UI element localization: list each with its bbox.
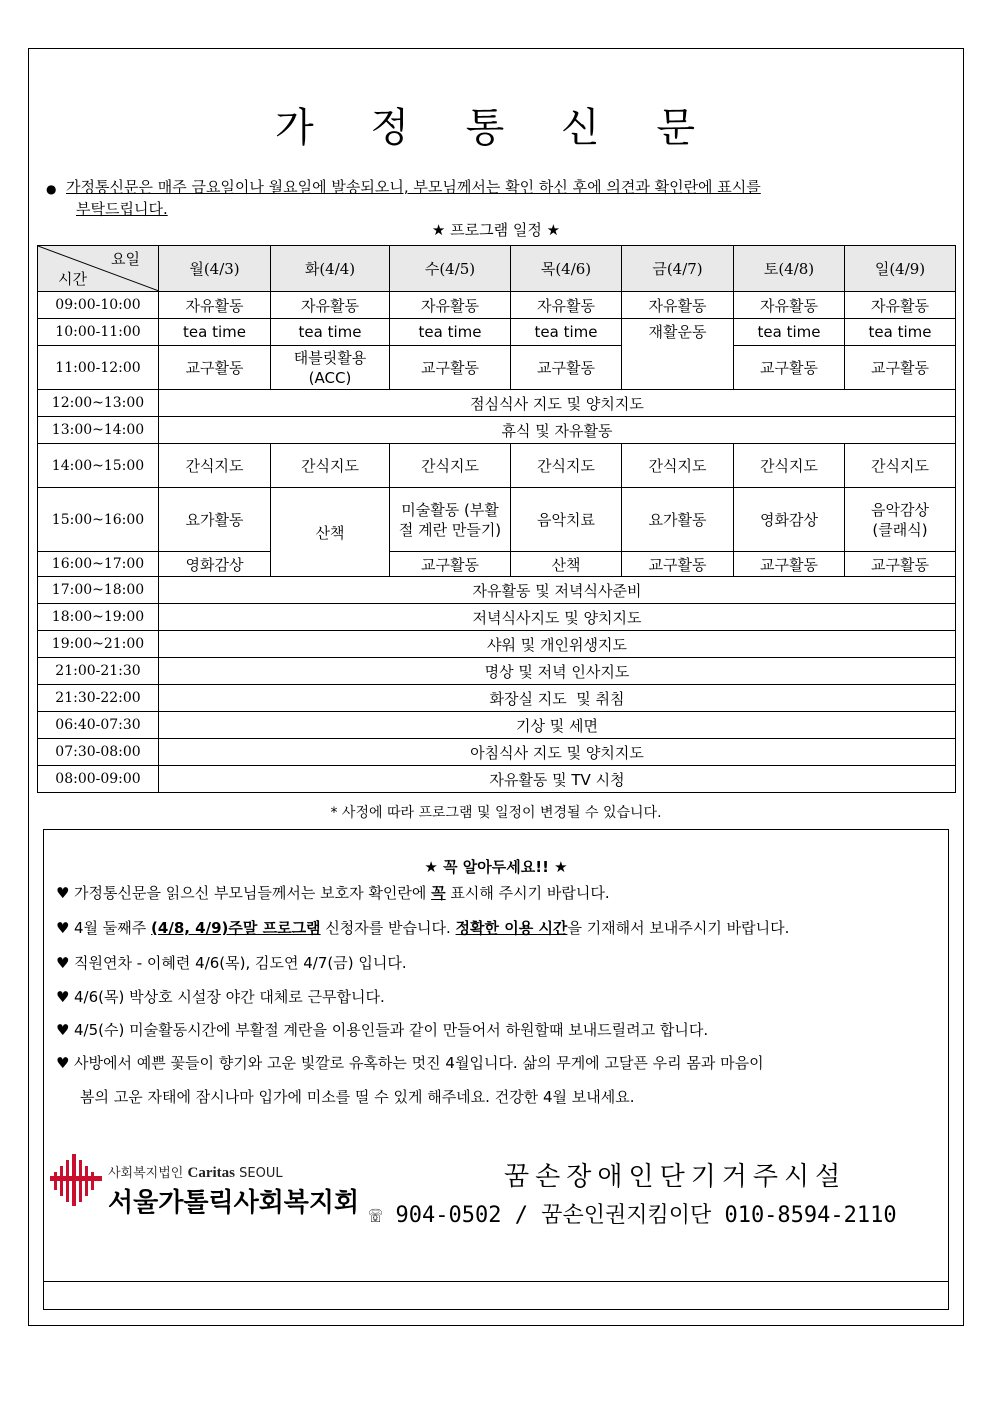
span-activity-cell: 샤워 및 개인위생지도	[159, 631, 956, 658]
table-row	[38, 346, 956, 390]
activity-cell: 간식지도	[511, 444, 622, 488]
table-row	[38, 444, 956, 488]
time-cell: 10:00-11:00	[38, 319, 159, 346]
activity-cell: 산책	[511, 552, 622, 577]
notes-title: ★ 꼭 알아두세요!! ★	[424, 858, 568, 876]
schedule-table	[37, 245, 956, 793]
span-activity-cell: 점심식사 지도 및 양치지도	[159, 390, 956, 417]
corner-time-label: 시간	[58, 270, 87, 288]
activity-cell: 교구활동	[622, 552, 734, 577]
span-activity-cell: 아침식사 지도 및 양치지도	[159, 739, 956, 766]
note-item	[56, 1019, 708, 1040]
day-header: 화(4/4)	[271, 246, 390, 292]
time-cell: 18:00~19:00	[38, 604, 159, 631]
table-row	[38, 712, 956, 739]
heart-icon: ♥	[56, 1054, 70, 1072]
note-emphasis: 정확한 이용 시간	[455, 919, 568, 937]
table-row	[38, 319, 956, 346]
table-row	[38, 577, 956, 604]
table-row	[38, 292, 956, 319]
activity-cell: 영화감상	[734, 488, 845, 552]
note-text: 4/5(수) 미술활동시간에 부활절 계란을 이용인들과 같이 만들어서 하원할때 보내드릴려고 합니다.	[74, 1021, 709, 1039]
note-text: 직원연차 - 이혜련 4/6(목), 김도연 4/7(금) 입니다.	[74, 954, 407, 972]
time-cell: 19:00~21:00	[38, 631, 159, 658]
corner-day-label: 요일	[111, 250, 140, 268]
time-cell: 17:00~18:00	[38, 577, 159, 604]
schedule-change-note: * 사정에 따라 프로그램 및 일정이 변경될 수 있습니다.	[330, 805, 662, 821]
table-row	[38, 766, 956, 793]
time-cell: 09:00-10:00	[38, 292, 159, 319]
heart-icon: ♥	[56, 954, 70, 972]
notice-line1: 가정통신문은 매주 금요일이나 월요일에 발송되오니, 부모님께서는 확인 하신 후에 의견과 확인란에 표시를	[66, 178, 761, 196]
table-row	[38, 417, 956, 444]
org-name: 서울가톨릭사회복지회	[108, 1188, 360, 1218]
activity-cell: 교구활동	[390, 552, 511, 577]
table-row	[38, 488, 956, 552]
activity-cell: 교구활동	[734, 346, 845, 390]
notes-box	[43, 829, 949, 1310]
activity-cell: 교구활동	[390, 346, 511, 390]
time-cell: 21:00-21:30	[38, 658, 159, 685]
contact-info: ☏ 904-0502 / 꿈손인권지킴이단 010-8594-2110	[369, 1203, 897, 1228]
time-cell: 11:00-12:00	[38, 346, 159, 390]
activity-cell: 영화감상	[159, 552, 271, 577]
span-activity-cell: 화장실 지도 및 취침	[159, 685, 956, 712]
activity-cell: 요가활동	[159, 488, 271, 552]
day-header: 월(4/3)	[159, 246, 271, 292]
activity-cell: 교구활동	[159, 346, 271, 390]
activity-cell: 자유활동	[622, 292, 734, 319]
note-text: 표시해 주시기 바랍니다.	[445, 884, 610, 902]
caritas-cross-icon	[50, 1152, 102, 1208]
activity-cell: 자유활동	[511, 292, 622, 319]
note-text: 을 기재해서 보내주시기 바랍니다.	[567, 919, 790, 937]
activity-cell: 간식지도	[271, 444, 390, 488]
activity-cell: 자유활동	[845, 292, 956, 319]
note-emphasis: 꼭	[431, 884, 446, 902]
activity-cell: 간식지도	[845, 444, 956, 488]
day-header: 일(4/9)	[845, 246, 956, 292]
activity-cell: 교구활동	[734, 552, 845, 577]
activity-cell: 교구활동	[511, 346, 622, 390]
page-title: 가 정 통 신 문	[274, 105, 718, 151]
activity-cell: 자유활동	[159, 292, 271, 319]
time-cell: 15:00~16:00	[38, 488, 159, 552]
activity-cell: 간식지도	[159, 444, 271, 488]
table-row	[38, 685, 956, 712]
activity-cell: tea time	[511, 319, 622, 346]
span-activity-cell: 휴식 및 자유활동	[159, 417, 956, 444]
activity-cell: tea time	[845, 319, 956, 346]
table-row	[38, 631, 956, 658]
activity-cell: 음악치료	[511, 488, 622, 552]
table-row	[38, 390, 956, 417]
activity-cell: tea time	[271, 319, 390, 346]
notice-line2: 부탁드립니다.	[76, 200, 168, 218]
day-header: 토(4/8)	[734, 246, 845, 292]
activity-cell: 간식지도	[734, 444, 845, 488]
schedule-title: ★ 프로그램 일정 ★	[431, 221, 561, 239]
table-header-row	[38, 246, 956, 292]
table-row	[38, 604, 956, 631]
activity-cell: 자유활동	[390, 292, 511, 319]
span-activity-cell: 기상 및 세면	[159, 712, 956, 739]
note-text: 가정통신문을 읽으신 부모님들께서는 보호자 확인란에	[74, 884, 432, 902]
heart-icon: ♥	[56, 919, 70, 937]
time-cell: 13:00~14:00	[38, 417, 159, 444]
table-row	[38, 739, 956, 766]
activity-cell: tea time	[734, 319, 845, 346]
day-header: 금(4/7)	[622, 246, 734, 292]
activity-cell: 산책	[271, 488, 390, 577]
heart-icon: ♥	[56, 1021, 70, 1039]
caritas-logo	[50, 1152, 370, 1232]
note-item-continued: 봄의 고운 자태에 잠시나마 입가에 미소를 띨 수 있게 해주네요. 건강한 4월 보내세요.	[80, 1088, 635, 1106]
table-row	[38, 658, 956, 685]
divider	[44, 1281, 948, 1282]
heart-icon: ♥	[56, 884, 70, 902]
activity-cell: 자유활동	[271, 292, 390, 319]
table-row	[38, 552, 956, 577]
org-subtitle: 사회복지법인 Caritas SEOUL	[108, 1165, 283, 1181]
activity-cell: 요가활동	[622, 488, 734, 552]
activity-cell: 음악감상 (클래식)	[845, 488, 956, 552]
activity-cell: 교구활동	[845, 346, 956, 390]
activity-cell: 태블릿활용 (ACC)	[271, 346, 390, 390]
time-cell: 14:00~15:00	[38, 444, 159, 488]
activity-cell: 미술활동 (부활절 계란 만들기)	[390, 488, 511, 552]
time-cell: 07:30-08:00	[38, 739, 159, 766]
time-cell: 21:30-22:00	[38, 685, 159, 712]
activity-cell: 교구활동	[845, 552, 956, 577]
heart-icon: ♥	[56, 988, 70, 1006]
note-item	[56, 917, 789, 938]
note-text: 사방에서 예쁜 꽃들이 향기와 고운 빛깔로 유혹하는 멋진 4월입니다. 삶의 무게에 고달픈 우리 몸과 마음이	[74, 1054, 764, 1072]
day-header: 수(4/5)	[390, 246, 511, 292]
note-emphasis: (4/8, 4/9)주말 프로그램	[151, 919, 321, 937]
facility-name: 꿈손장애인단기거주시설	[504, 1162, 847, 1192]
time-cell: 08:00-09:00	[38, 766, 159, 793]
corner-cell	[38, 246, 159, 292]
day-header: 목(4/6)	[511, 246, 622, 292]
time-cell: 12:00~13:00	[38, 390, 159, 417]
note-item	[56, 1052, 764, 1073]
activity-cell: 자유활동	[734, 292, 845, 319]
note-text: 신청자를 받습니다.	[320, 919, 456, 937]
note-item	[56, 952, 407, 973]
note-text: 4/6(목) 박상호 시설장 야간 대체로 근무합니다.	[74, 988, 385, 1006]
span-activity-cell: 저녁식사지도 및 양치지도	[159, 604, 956, 631]
activity-cell: tea time	[390, 319, 511, 346]
activity-cell: 간식지도	[390, 444, 511, 488]
note-text: 4월 둘째주	[74, 919, 152, 937]
span-activity-cell: 명상 및 저녁 인사지도	[159, 658, 956, 685]
time-cell: 06:40-07:30	[38, 712, 159, 739]
notice	[46, 176, 926, 220]
note-item	[56, 986, 385, 1007]
time-cell: 16:00~17:00	[38, 552, 159, 577]
activity-cell: tea time	[159, 319, 271, 346]
bullet-icon: ●	[46, 182, 57, 196]
activity-cell: 재활운동	[622, 319, 734, 390]
note-item	[56, 882, 610, 903]
activity-cell: 간식지도	[622, 444, 734, 488]
span-activity-cell: 자유활동 및 저녁식사준비	[159, 577, 956, 604]
span-activity-cell: 자유활동 및 TV 시청	[159, 766, 956, 793]
